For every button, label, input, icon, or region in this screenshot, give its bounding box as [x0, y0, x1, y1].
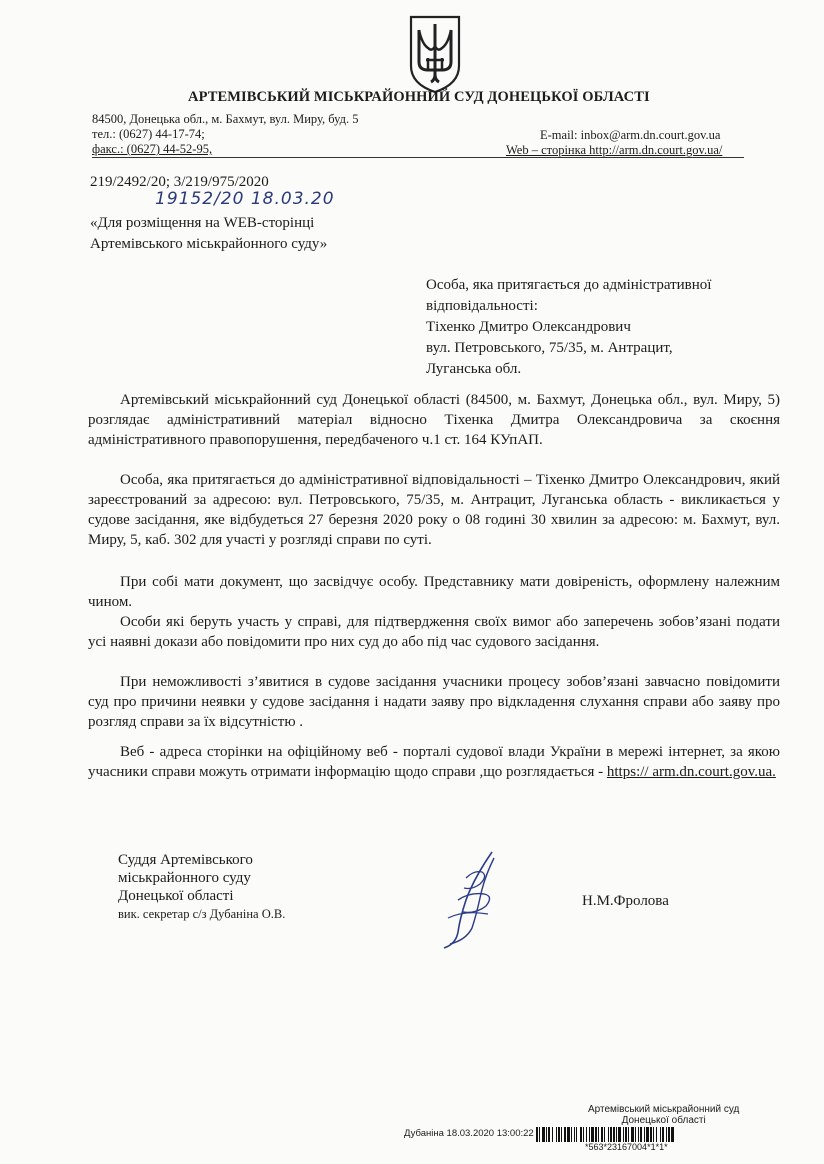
footer-court-line1: Артемівський міськрайонний суд: [588, 1104, 740, 1115]
court-website: Web – сторінка http://arm.dn.court.gov.ua/: [506, 143, 723, 157]
web-address-text: Веб - адреса сторінки на офіційному веб - порталі судової влади України в мережі інтернет, за якою учасники справи можуть отримати інформацію щодо справи ,що розглядається -: [88, 744, 780, 780]
handwritten-signature: [436, 848, 502, 950]
placement-note-line2: Артемівського міськрайонного суду»: [90, 236, 328, 252]
paragraph-evidence: Особи які беруть участь у справі, для підтвердження своїх вимог або заперечень зобов’язані подати усі наявні докази або повідомити про них суд до або під час судового засідання.: [88, 614, 780, 650]
addressee-street: вул. Петровського, 75/35, м. Антрацит,: [426, 340, 673, 356]
paragraph-documents: При собі мати документ, що засвідчує особу. Представнику мати довіреність, оформлену належним чином.: [88, 574, 780, 610]
footer-registration-stamp: Дубаніна 18.03.2020 13:00:22: [404, 1128, 534, 1139]
judge-title-line1: Суддя Артемівського: [118, 852, 253, 868]
court-email: E-mail: inbox@arm.dn.court.gov.ua: [540, 128, 721, 142]
handwritten-registration: 19152/20 18.03.20: [155, 189, 335, 209]
paragraph-web-address: [88, 742, 780, 782]
paragraph-absence: При неможливості з’явитися в судове засідання учасники процесу зобов’язані завчасно повідомити суд про причини неявки у судове засідання і надати заяву про відкладення слухання справи або заяву про розгляд справи за їх відсутністю .: [88, 674, 780, 730]
barcode-number: *563*23167004*1*1*: [585, 1142, 668, 1152]
addressee-name: Тіхенко Дмитро Олександрович: [426, 319, 631, 335]
addressee-region: Луганська обл.: [426, 361, 522, 377]
document-barcode: [536, 1127, 782, 1142]
coat-of-arms-emblem: [408, 14, 462, 94]
judge-title-line3: Донецької області: [118, 888, 234, 904]
barcode-bar: [674, 1127, 675, 1142]
judge-title: [118, 851, 253, 905]
footer-court-stamp: [588, 1104, 739, 1126]
paragraph-summons: Особа, яка притягається до адміністративної відповідальності – Тіхенко Дмитро Олександрович, який зареєстрований за адресою: вул. Петровського, 75/35, м. Антрацит, Луганська область - викликається у судове засідання, яке відбудеться 27 березня 2020 року о 08 годині 30 хвилин за адресою: м. Бахмут, вул. Миру, 5, каб. 302 для участі у розгляді справи по суті.: [88, 472, 780, 548]
judge-title-line2: міськрайонного суду: [118, 870, 251, 886]
footer-court-line2: Донецької області: [621, 1115, 706, 1126]
header-divider: [92, 157, 744, 158]
addressee-role-line2: відповідальності:: [426, 298, 538, 314]
placement-note: [90, 213, 327, 255]
secretary-line: вик. секретар с/з Дубаніна О.В.: [118, 907, 286, 921]
court-address: 84500, Донецька обл., м. Бахмут, вул. Миру, буд. 5: [92, 112, 359, 126]
addressee-role-line1: Особа, яка притягається до адміністративної: [426, 277, 712, 293]
case-numbers: 219/2492/20; 3/219/975/2020: [90, 174, 269, 190]
paragraph-case-description: Артемівський міськрайонний суд Донецької області (84500, м. Бахмут, Донецька обл., вул. Миру, 5) розглядає адміністративний матеріал відносно Тіхенка Дмитра Олександровича за скоєння адміністративного правопорушення, передбаченого ч.1 ст. 164 КУпАП.: [88, 392, 780, 448]
court-web-link[interactable]: https:// arm.dn.court.gov.ua.: [606, 764, 776, 780]
addressee-block: [426, 275, 711, 380]
court-name: АРТЕМІВСЬКИЙ МІСЬКРАЙОННИЙ СУД ДОНЕЦЬКОЇ ОБЛАСТІ: [188, 89, 650, 105]
court-fax: факс.: (0627) 44-52-95,: [92, 142, 213, 156]
placement-note-line1: «Для розміщення на WEB-сторінці: [90, 215, 315, 231]
court-phone: тел.: (0627) 44-17-74;: [92, 127, 205, 141]
judge-name: Н.М.Фролова: [582, 893, 669, 909]
